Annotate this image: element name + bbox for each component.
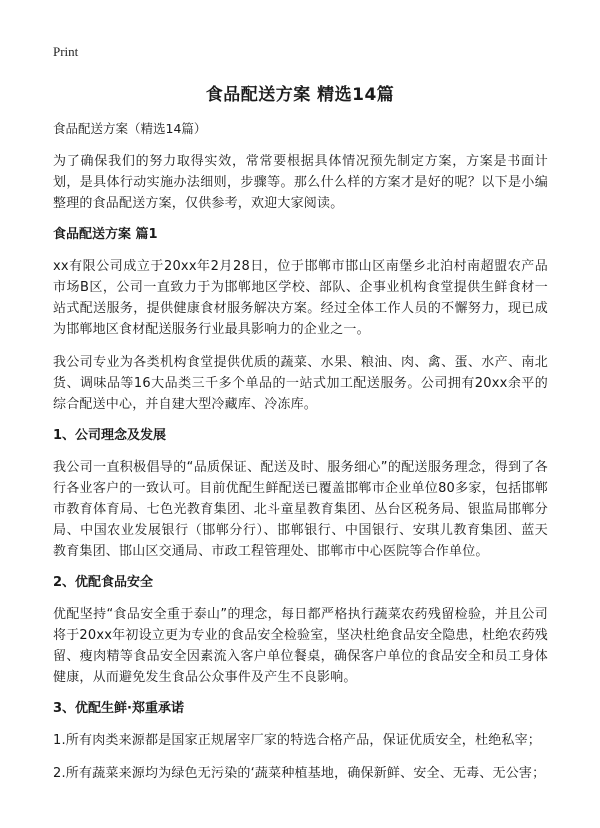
commitment-item: 2.所有蔬菜来源均为绿色无污染的‘蔬菜种植基地，确保新鲜、安全、无毒、无公害； [53,766,546,781]
section-heading-philosophy: 1、公司理念及发展 [53,428,167,443]
document-subtitle: 食品配送方案（精选14篇） [53,121,207,136]
services-paragraph: 我公司专业为各类机构食堂提供优质的蔬菜、水果、粮油、肉、禽、蛋、水产、南北货、调味品等16大品类三千多个单品的一站式加工配送服务。公司拥有20xx余平的综合配送中心，并自建大型冷藏库、冷冻库。 [53,355,548,412]
page-title: 食品配送方案 精选14篇 [205,85,395,105]
part-heading: 食品配送方案 篇1 [53,227,158,242]
section-heading-commitment: 3、优配生鲜·郑重承诺 [53,701,184,716]
company-intro-paragraph: xx有限公司成立于20xx年2月28日，位于邯郸市邯山区南堡乡北泊村南超盟农产品市场B区，公司一直致力于为邯郸地区学校、部队、企事业机构食堂提供生鲜食材一站式配送服务，提供健康食材服务解决方案。经过全体工作人员的不懈努力，现已成为邯郸地区食材配送服务行业最具影响力的企业之一。 [53,259,548,337]
intro-paragraph: 为了确保我们的努力取得实效，常常要根据具体情况预先制定方案，方案是书面计划，是具体行动实施办法细则，步骤等。那么什么样的方案才是好的呢？以下是小编整理的食品配送方案，仅供参考，欢迎大家阅读。 [53,154,548,211]
section-body-philosophy: 我公司一直积极倡导的“品质保证、配送及时、服务细心”的配送服务理念，得到了各行各业客户的一致认可。目前优配生鲜配送已覆盖邯郸市企业单位80多家，包括邯郸市教育体育局、七色光教育集团、北斗童星教育集团、丛台区税务局、银监局邯郸分局、中国农业发展银行（邯郸分行）、邯郸银行、中国银行、安琪儿教育集团、蓝天教育集团、邯山区交通局、市政工程管理处、邯郸市中心医院等合作单位。 [53,460,548,559]
commitment-item: 1.所有肉类来源都是国家正规屠宰厂家的特选合格产品，保证优质安全，杜绝私宰； [53,733,542,748]
print-label: Print [53,44,79,59]
section-body-food-safety: 优配坚持“食品安全重于泰山”的理念，每日都严格执行蔬菜农药残留检验，并且公司将于20xx年初设立更为专业的食品安全检验室，坚决杜绝食品安全隐患，杜绝农药残留、瘦肉精等食品安全因素流入客户单位餐桌，确保客户单位的食品安全和员工身体健康，从而避免发生食品公众事件及产生不良影响。 [53,607,548,685]
document-body [53,121,548,796]
section-heading-food-safety: 2、优配食品安全 [53,575,154,590]
